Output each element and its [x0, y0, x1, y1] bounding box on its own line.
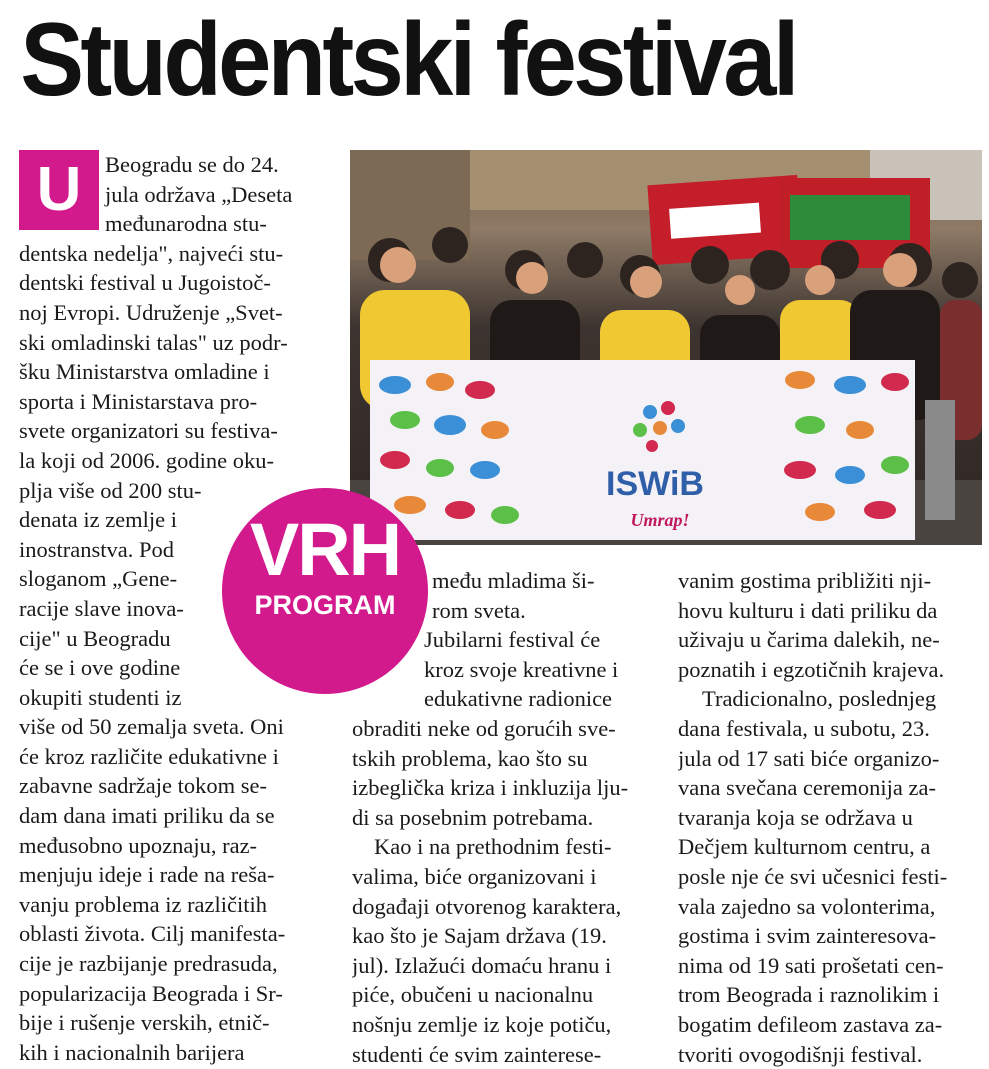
article-line: racije slave inova- — [19, 594, 224, 624]
article-line: obraditi neke od gorućih sve- — [352, 714, 655, 744]
article-line: bije i rušenje verskih, etnič- — [19, 1008, 329, 1038]
article-line: dentski festival u Jugoistoč- — [19, 268, 329, 298]
article-line: cije" u Beogradu — [19, 624, 214, 654]
article-line: kih i nacionalnih barijera — [19, 1038, 329, 1068]
article-line: Tradicionalno, poslednjeg — [678, 684, 984, 714]
article-line: nošnju zemlje iz koje potiču, — [352, 1010, 655, 1040]
article-line: će se i ove godine — [19, 653, 194, 683]
article-line: plja više od 200 stu- — [19, 476, 219, 506]
article-line: Jubilarni festival će — [352, 625, 655, 655]
article-line: izbeglička kriza i inkluzija lju- — [352, 773, 655, 803]
article-line: jula od 17 sati biće organizo- — [678, 744, 984, 774]
article-line: bogatim defileom zastava za- — [678, 1010, 984, 1040]
article-line: jul). Izlažući domaću hranu i — [352, 951, 655, 981]
banner-slogan: Umrap! — [630, 510, 689, 530]
headline: Studentski festival — [0, 0, 910, 140]
article-line: poznatih i egzotičnih krajeva. — [678, 655, 984, 685]
article-column-3 — [678, 566, 984, 1069]
article-line: la koji od 2006. godine oku- — [19, 446, 329, 476]
article-line: Kao i na prethodnim festi- — [352, 832, 655, 862]
festival-banner — [370, 360, 915, 540]
article-line: denata iz zemlje i — [19, 505, 209, 535]
article-line: ski omladinski talas" uz podr- — [19, 328, 329, 358]
article-line: di sa posebnim potrebama. — [352, 803, 655, 833]
article-line: šku Ministarstva omladine i — [19, 357, 329, 387]
article-line: će kroz različite edukativne i — [19, 742, 329, 772]
article-line: okupiti studenti iz — [19, 683, 204, 713]
article-line: zabavne sadržaje tokom se- — [19, 771, 329, 801]
article-line: gostima i svim zainteresova- — [678, 921, 984, 951]
article-line: međusobno upoznaju, raz- — [19, 831, 329, 861]
article-line: tvoriti ovogodišnji festival. — [678, 1040, 984, 1069]
article-line: Dečjem kulturnom centru, a — [678, 832, 984, 862]
crowd-illustration — [350, 150, 982, 545]
article-line: edukativne radionice — [352, 684, 655, 714]
article-column-2 — [352, 566, 655, 1069]
badge-subtitle: PROGRAM — [222, 590, 428, 620]
article-line: studenti će svim zainterese- — [352, 1040, 655, 1069]
article-line: jula održava „Deseta — [19, 180, 329, 210]
article-line: hovu kulturu i dati priliku da — [678, 596, 984, 626]
banner-logo-text: ISWiB — [606, 465, 704, 503]
article-line: vana svečana ceremonija za- — [678, 773, 984, 803]
article-line: vanju problema iz različitih — [19, 890, 329, 920]
article-line: rom sveta. — [352, 596, 655, 626]
article-line: svete organizatori su festiva- — [19, 416, 329, 446]
article-line: kao što je Sajam država (19. — [352, 921, 655, 951]
article-line: oblasti života. Cilj manifesta- — [19, 919, 329, 949]
article-line: trom Beograda i raznolikim i — [678, 980, 984, 1010]
drop-cap: U — [19, 150, 99, 230]
article-line: dam dana imati priliku da se — [19, 801, 329, 831]
article-line: sloganom „Gene- — [19, 564, 214, 594]
article-line: tvaranja koja se održava u — [678, 803, 984, 833]
article-line: inostranstva. Pod — [19, 535, 209, 565]
article-line: Beogradu se do 24. — [19, 150, 329, 180]
article-line: među mladima ši- — [352, 566, 655, 596]
article-line: posle nje će svi učesnici festi- — [678, 862, 984, 892]
article-line: sporta i Ministarstava pro- — [19, 387, 329, 417]
badge-title: VRH — [222, 510, 428, 590]
article-line: uživaju u čarima dalekih, ne- — [678, 625, 984, 655]
article-line: više od 50 zemalja sveta. Oni — [19, 712, 329, 742]
article-line: vanim gostima približiti nji- — [678, 566, 984, 596]
article-line: piće, obučeni u nacionalnu — [352, 980, 655, 1010]
article-line: popularizacija Beograda i Sr- — [19, 979, 329, 1009]
article-line: vala zajedno sa volonterima, — [678, 892, 984, 922]
article-line: valima, biće organizovani i — [352, 862, 655, 892]
article-line: kroz svoje kreativne i — [352, 655, 655, 685]
article-line: dentska nedelja", najveći stu- — [19, 239, 329, 269]
article-line: menjuju ideje i rade na reša- — [19, 860, 329, 890]
article-line: događaji otvorenog karaktera, — [352, 892, 655, 922]
article-line: dana festivala, u subotu, 23. — [678, 714, 984, 744]
article-line: noj Evropi. Udruženje „Svet- — [19, 298, 329, 328]
festival-photo — [350, 150, 982, 545]
article-line: međunarodna stu- — [19, 209, 329, 239]
article-line: tskih problema, kao što su — [352, 744, 655, 774]
article-line: nima od 19 sati prošetati cen- — [678, 951, 984, 981]
article-line: cije je razbijanje predrasuda, — [19, 949, 329, 979]
